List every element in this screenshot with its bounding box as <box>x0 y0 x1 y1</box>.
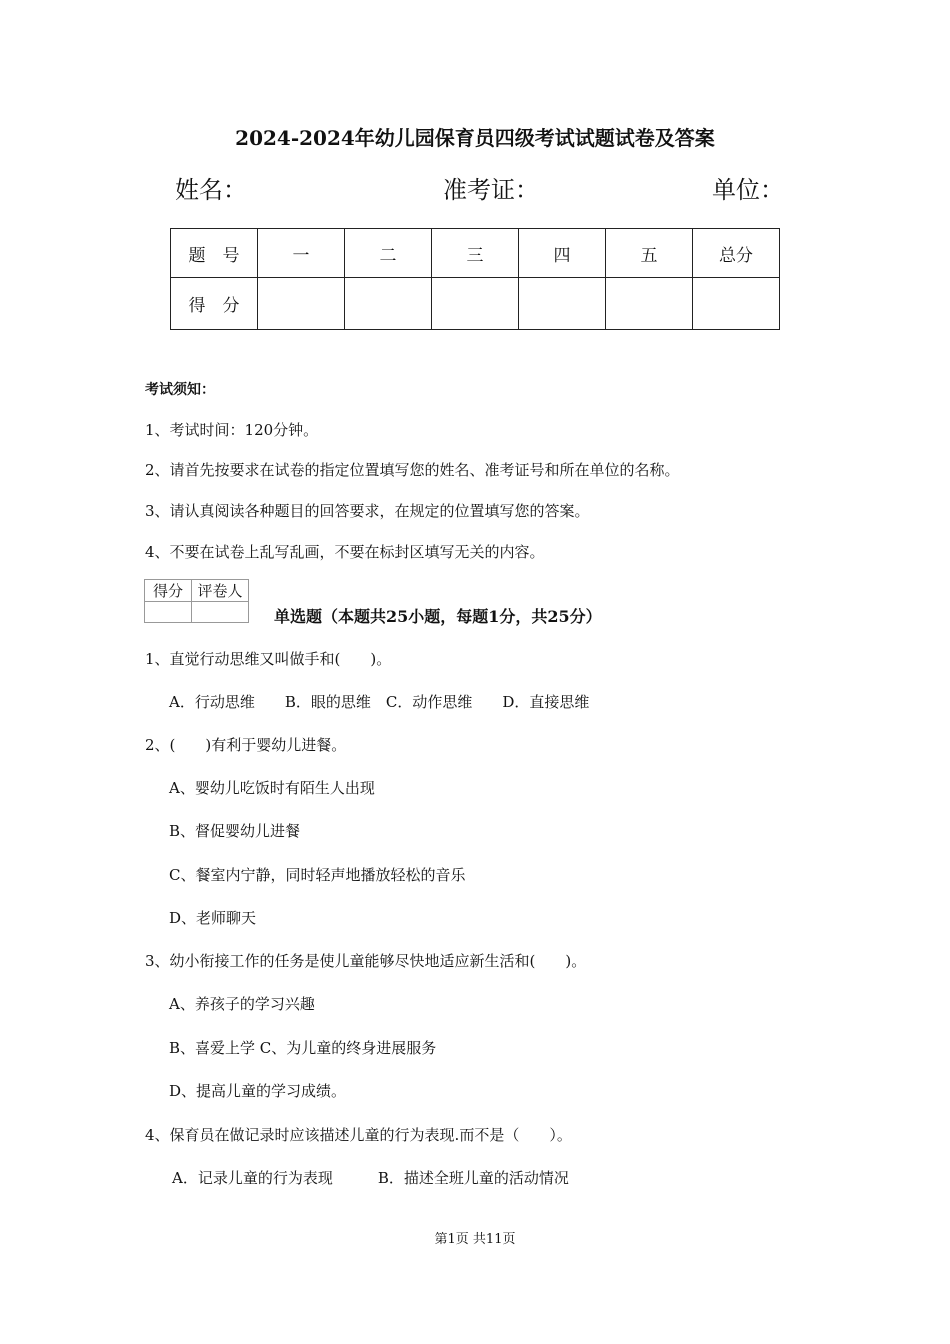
grader-name-label: 评卷人 <box>192 580 249 602</box>
score-table-cell: 题 号 <box>171 229 258 278</box>
notice-item: 3、请认真阅读各种题目的回答要求，在规定的位置填写您的答案。 <box>145 502 590 520</box>
question-stem: 2、( )有利于婴幼儿进餐。 <box>145 736 347 754</box>
question-stem: 1、直觉行动思维又叫做手和( )。 <box>145 650 392 668</box>
score-table-cell: 得 分 <box>171 278 258 330</box>
notice-item: 1、考试时间：120分钟。 <box>145 421 319 439</box>
question-option: B、督促婴幼儿进餐 <box>169 822 301 840</box>
question-option: C、餐室内宁静，同时轻声地播放轻松的音乐 <box>169 866 466 884</box>
notice-item: 4、不要在试卷上乱写乱画，不要在标封区填写无关的内容。 <box>145 543 545 561</box>
unit-label: 单位： <box>712 176 784 204</box>
name-label: 姓名： <box>175 176 247 204</box>
score-table-cell: 四 <box>519 229 606 278</box>
score-blank-cell[interactable] <box>519 278 606 330</box>
exam-number-label: 准考证： <box>443 176 539 204</box>
grader-score-blank[interactable] <box>145 602 192 623</box>
score-table-cell: 二 <box>345 229 432 278</box>
score-blank-cell[interactable] <box>606 278 693 330</box>
notice-item: 2、请首先按要求在试卷的指定位置填写您的姓名、准考证号和所在单位的名称。 <box>145 461 680 479</box>
section-title: 单选题（本题共25小题，每题1分，共25分） <box>274 607 602 626</box>
question-option: D、老师聊天 <box>169 909 257 927</box>
question-option: A．行动思维 B．眼的思维 C．动作思维 D．直接思维 <box>169 693 590 711</box>
page-footer: 第1页 共11页 <box>434 1232 516 1247</box>
question-option: A、婴幼儿吃饭时有陌生人出现 <box>169 779 375 797</box>
score-blank-cell[interactable] <box>432 278 519 330</box>
score-table-cell: 五 <box>606 229 693 278</box>
question-option: A、养孩子的学习兴趣 <box>169 995 315 1013</box>
question-stem: 3、幼小衔接工作的任务是使儿童能够尽快地适应新生活和( )。 <box>145 952 587 970</box>
score-table <box>170 228 780 330</box>
question-stem: 4、保育员在做记录时应该描述儿童的行为表现.而不是（ ）。 <box>145 1126 572 1144</box>
score-table-cell: 总分 <box>693 229 780 278</box>
score-table-score-row <box>171 278 780 330</box>
score-blank-cell[interactable] <box>345 278 432 330</box>
notice-heading: 考试须知： <box>145 382 215 398</box>
grader-box <box>144 579 249 623</box>
score-blank-cell[interactable] <box>258 278 345 330</box>
page-title: 2024-2024年幼儿园保育员四级考试试题试卷及答案 <box>235 126 715 150</box>
score-blank-cell[interactable] <box>693 278 780 330</box>
question-option: B、喜爱上学 C、为儿童的终身进展服务 <box>169 1039 437 1057</box>
score-table-cell: 三 <box>432 229 519 278</box>
grader-name-blank[interactable] <box>192 602 249 623</box>
question-option: D、提高儿童的学习成绩。 <box>169 1082 347 1100</box>
question-option: A．记录儿童的行为表现 B．描述全班儿童的活动情况 <box>172 1169 569 1187</box>
grader-score-label: 得分 <box>145 580 192 602</box>
score-table-header-row <box>171 229 780 278</box>
score-table-cell: 一 <box>258 229 345 278</box>
